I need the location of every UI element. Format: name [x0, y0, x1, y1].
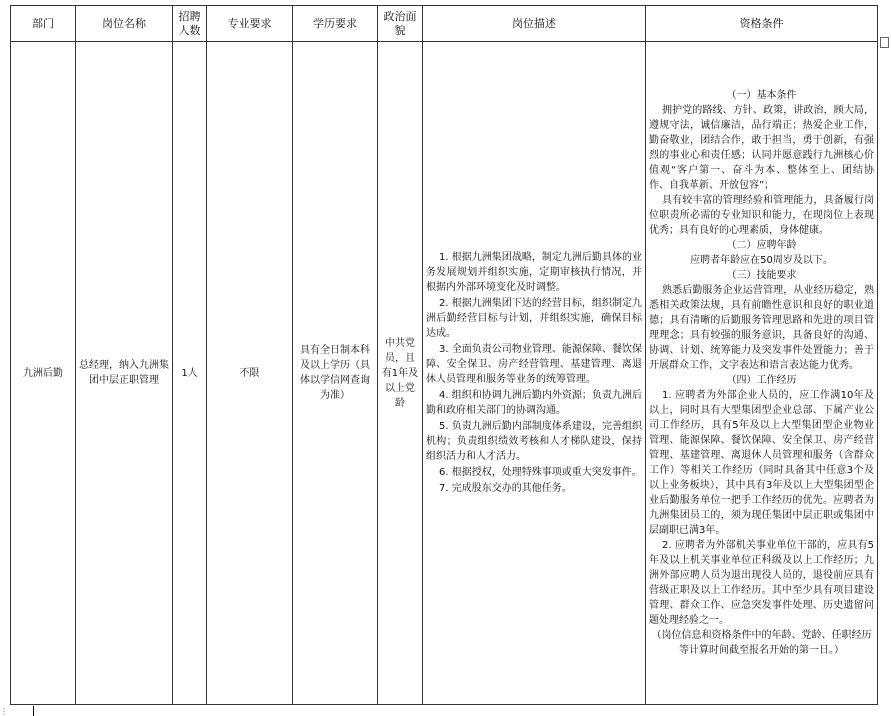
header-major: 专业要求 [207, 6, 293, 42]
cell-count: 1人 [173, 42, 207, 705]
cell-qualifications [646, 42, 878, 705]
description-item: 4. 组织和协调九洲后勤内外资源；负责九洲后勤和政府相关部门的协调沟通。 [426, 389, 642, 416]
header-count: 招聘人数 [173, 6, 207, 42]
header-qualifications: 资格条件 [646, 6, 878, 42]
cell-political: 中共党员，且有1年及以上党龄 [378, 42, 423, 705]
qual-experience-text: 1. 应聘者为外部企业人员的，应工作满10年及以上，同时具有大型集团型企业总部、下属产业公司工作经历，具有5年及以上大型集团型企业物业管理、能源保障、餐饮保障、安全保卫、房产经营管理、基建管理、离退休人员管理和服务（含群众工作）等相关工作经历（同时具备其中任意3个及以上业务板块），其中具有3年及以上大型集团型企业后勤服务单位一把手工作经历的优先。应聘者为九洲集团员工的，须为现任集团中层正职或集团中层副职已满3年。 [649, 390, 874, 536]
qual-age-title: （二）应聘年龄 [726, 240, 797, 251]
recruitment-table [10, 5, 878, 705]
description-item: 1. 根据九洲集团战略，制定九洲后勤具体的业务发展规划并组织实施，定期审核执行情况，并根据内外部环境变化及时调整。 [426, 251, 642, 293]
cell-position: 总经理，纳入九洲集团中层正职管理 [76, 42, 173, 705]
description-item: 3. 全面负责公司物业管理、能源保障、餐饮保障、安全保卫、房产经营管理、基建管理、离退休人员管理和服务等业务的统筹管理。 [426, 343, 642, 385]
cell-department: 九洲后勤 [11, 42, 76, 705]
header-department: 部门 [11, 6, 76, 42]
qual-basic-text: 具有较丰富的管理经验和管理能力，具备履行岗位职责所必需的专业知识和能力，在现岗位上表现优秀；具有良好的心理素质，身体健康。 [649, 195, 874, 236]
header-education: 学历要求 [293, 6, 378, 42]
qual-skill-title: （三）技能要求 [726, 270, 797, 281]
header-row [11, 6, 878, 42]
qual-experience-text: 2. 应聘者为外部机关事业单位干部的，应具有5年及以上机关事业单位正科级及以上工作经历；九洲外部应聘人员为退出现役人员的，退役前应具有营级正职及以上工作经历。其中至少具有项目建设管理、群众工作、应急突发事件处理、历史遗留问题处理经验之一。 [649, 540, 874, 626]
description-item: 7. 完成股东交办的其他任务。 [439, 482, 572, 494]
cell-description [423, 42, 646, 705]
text-cursor-icon [33, 706, 34, 716]
qual-basic-title: （一）基本条件 [726, 90, 797, 101]
table-row [11, 42, 878, 705]
description-item: 6. 根据授权，处理特殊事项或重大突发事件。 [439, 466, 642, 478]
qual-skill-text: 熟悉后勤服务企业运营管理，从业经历稳定，熟悉相关政策法规，具有前瞻性意识和良好的职业道德；具有清晰的后勤服务管理思路和先进的项目管理理念；具有较强的服务意识，具备良好的沟通、协调、计划、统筹能力及突发事件处置能力；善于开展群众工作，文字表达和语言表达能力优秀。 [649, 285, 874, 371]
qual-basic-text: 拥护党的路线、方针、政策，讲政治，顾大局，遵规守法，诚信廉洁，品行端正；热爱企业工作，勤奋敬业，团结合作，敢于担当，勇于创新，有强烈的事业心和责任感；认同并愿意践行九洲核心价值观“客户第一、奋斗为本、整体至上、团结协作、自我革新、开放包容”； [649, 105, 874, 191]
qual-age-text: 应聘者年龄应在50周岁及以下。 [690, 255, 833, 266]
header-political: 政治面貌 [378, 6, 423, 42]
header-description: 岗位描述 [423, 6, 646, 42]
qual-note: （岗位信息和资格条件中的年龄、党龄、任职经历等计算时间截至报名开始的第一日。） [651, 630, 872, 656]
cell-major: 不限 [207, 42, 293, 705]
cell-education: 具有全日制本科及以上学历（具体以学信网查询为准） [293, 42, 378, 705]
paragraph-mark-icon: ⋮ [0, 707, 8, 716]
qual-experience-title: （四）工作经历 [726, 375, 797, 386]
description-item: 5. 负责九洲后勤内部制度体系建设，完善组织机构；负责组织绩效考核和人才梯队建设，保持组织活力和人才活力。 [426, 420, 642, 462]
description-item: 2. 根据九洲集团下达的经营目标，组织制定九洲后勤经营目标与计划，并组织实施，确保目标达成。 [426, 297, 642, 339]
header-position: 岗位名称 [76, 6, 173, 42]
table-move-handle-icon[interactable] [880, 37, 889, 48]
